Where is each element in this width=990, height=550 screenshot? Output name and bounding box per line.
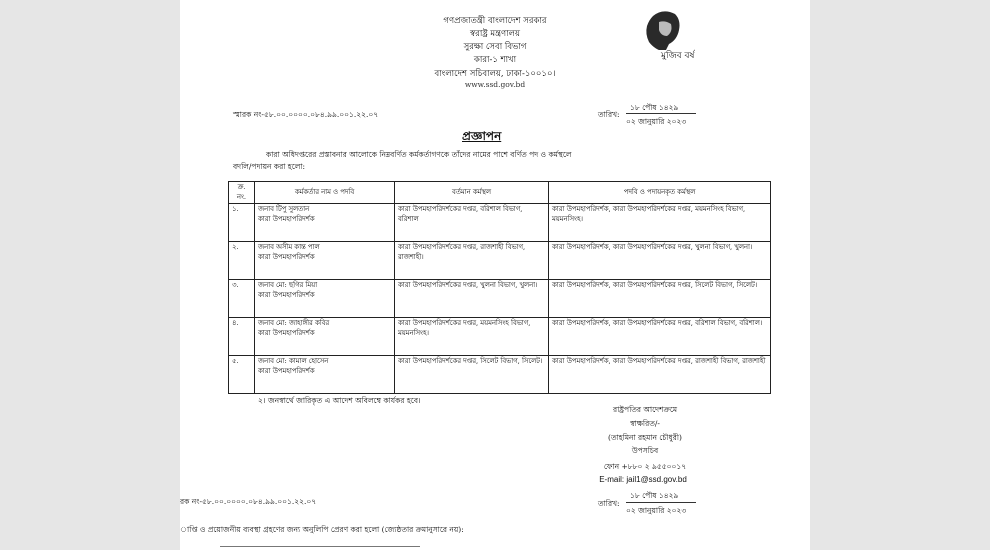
memo2-number: রক নং-৫৮.০০.০০০০.০৮৪.৯৯.০০১.২২.০৭ [180,497,317,506]
row-serial: ৫. [229,356,255,394]
officer-name: জনাব মো: ছগির মিয়া [258,281,318,290]
sig-name: (তাহমিনা রহমান চৌধুরী) [608,433,682,442]
row-new-posting: কারা উপমহাপরিদর্শক, কারা উপমহাপরিদর্শকের দপ্তর, বরিশাল বিভাগ, বরিশাল। [549,318,771,356]
row-current-posting: কারা উপমহাপরিদর্শকের দপ্তর, খুলনা বিভাগ, খুলনা। [395,280,549,318]
date-label: তারিখ: [598,110,620,119]
date-bangla: ১৮ পৌষ ১৪২৯ [630,103,679,112]
officer-name: জনাব অসীম কান্ত পাল [258,243,320,252]
officer-name: জনাব মো: জাহাঙ্গীর কবির [258,319,330,328]
row-name-cell [255,204,395,242]
table-row [229,318,771,356]
officer-name: জনাব টিপু সুলতান [258,205,310,214]
gov-header-line5: বাংলাদেশ সচিবালয়, ঢাকা-১০০১০। [434,69,556,79]
row-name-cell [255,242,395,280]
officer-designation: কারা উপমহাপরিদর্শক [258,214,315,223]
memo2-date-bangla: ১৮ পৌষ ১৪২৯ [630,491,679,500]
intro-line-1: কারা অধিদপ্তরের প্রস্তাবনার আলোকে নিম্নবর্ণিত কর্মকর্তাগণকে তাঁদের নামের পাশে বর্ণিত পদ ও কর্মস্থলে [266,150,572,159]
row-new-posting: কারা উপমহাপরিদর্শক, কারা উপমহাপরিদর্শকের দপ্তর, ময়মনসিংহ বিভাগ, ময়মনসিংহ। [549,204,771,242]
memo2-date-label: তারিখ: [598,499,620,508]
row-new-posting: কারা উপমহাপরিদর্শক, কারা উপমহাপরিদর্শকের দপ্তর, সিলেট বিভাগ, সিলেট। [549,280,771,318]
document-page [180,0,810,550]
row-new-posting: কারা উপমহাপরিদর্শক, কারা উপমহাপরিদর্শকের দপ্তর, খুলনা বিভাগ, খুলনা। [549,242,771,280]
sig-order: রাষ্ট্রপতির আদেশক্রমে [612,405,678,414]
table-row [229,204,771,242]
row-current-posting: কারা উপমহাপরিদর্শকের দপ্তর, রাজশাহী বিভাগ, রাজশাহী। [395,242,549,280]
paragraph-2: ২। জনস্বার্থে জারিকৃত এ আদেশ অবিলম্বে কার্যকর হবে। [258,396,421,405]
intro-line-2: বদলি/পদায়ন করা হলো: [233,162,306,171]
sig-phone: ফোন +৮৮০ ২ ৯৫৫০০১৭ [603,462,687,471]
sig-signed: স্বাক্ষরিত/- [630,419,660,428]
gov-header-line2: স্বরাষ্ট্র মন্ত্রণালয় [470,29,520,39]
date-english: ০২ জানুয়ারি ২০২৩ [626,117,687,126]
transfer-table [228,181,771,394]
row-current-posting: কারা উপমহাপরিদর্শকের দপ্তর, বরিশাল বিভাগ, বরিশাল [395,204,549,242]
memo-number: স্মারক নং-৫৮.০০.০০০০.০৮৪.৯৯.০০১.২২.০৭ [233,110,379,119]
table-row [229,356,771,394]
col-header-name: কর্মকর্তার নাম ও পদবি [255,182,395,204]
cutoff-text-hint [220,546,420,547]
officer-designation: কারা উপমহাপরিদর্শক [258,328,315,337]
website-link[interactable]: www.ssd.gov.bd [464,80,526,89]
col-header-current: বর্তমান কর্মস্থল [395,182,549,204]
memo2-date-divider [626,502,696,503]
sig-designation: উপসচিব [631,446,659,455]
row-current-posting: কারা উপমহাপরিদর্শকের দপ্তর, সিলেট বিভাগ, সিলেট। [395,356,549,394]
officer-designation: কারা উপমহাপরিদর্শক [258,290,315,299]
gov-header-line1: গণপ্রজাতন্ত্রী বাংলাদেশ সরকার [443,16,547,26]
row-name-cell [255,356,395,394]
row-serial: ২. [229,242,255,280]
row-name-cell [255,280,395,318]
row-name-cell [255,318,395,356]
distribution-line: াপ্তি ও প্রয়োজনীয় ব্যবস্থা গ্রহণের জন্য অনুলিপি প্রেরণ করা হলো (জ্যেষ্ঠতার ক্রমানুসারে নয়): [180,525,464,534]
memo2-date-english: ০২ জানুয়ারি ২০২৩ [626,506,687,515]
row-serial: ১. [229,204,255,242]
officer-designation: কারা উপমহাপরিদর্শক [258,366,315,375]
officer-name: জনাব মো: কামাল হোসেন [258,357,329,366]
date-divider [626,113,696,114]
sig-email[interactable]: E-mail: jail1@ssd.gov.bd [599,475,687,484]
col-header-serial: ক্র. নং. [229,182,255,204]
row-new-posting: কারা উপমহাপরিদর্শক, কারা উপমহাপরিদর্শকের দপ্তর, রাজশাহী বিভাগ, রাজশাহী [549,356,771,394]
row-serial: ৪. [229,318,255,356]
col-header-new: পদবি ও পদায়নকৃত কর্মস্থল [549,182,771,204]
table-header-row [229,182,771,204]
row-current-posting: কারা উপমহাপরিদর্শকের দপ্তর, ময়মনসিংহ বিভাগ, ময়মনসিংহ। [395,318,549,356]
table-row [229,280,771,318]
mujib-borsho-logo-icon [635,6,695,68]
notification-title: প্রজ্ঞাপন [462,129,502,143]
gov-header-line3: সুরক্ষা সেবা বিভাগ [463,42,527,52]
row-serial: ৩. [229,280,255,318]
table-row [229,242,771,280]
officer-designation: কারা উপমহাপরিদর্শক [258,252,315,261]
logo-text: মুজিব বর্ষ [661,51,695,61]
gov-header-line4: কারা-১ শাখা [473,55,517,65]
